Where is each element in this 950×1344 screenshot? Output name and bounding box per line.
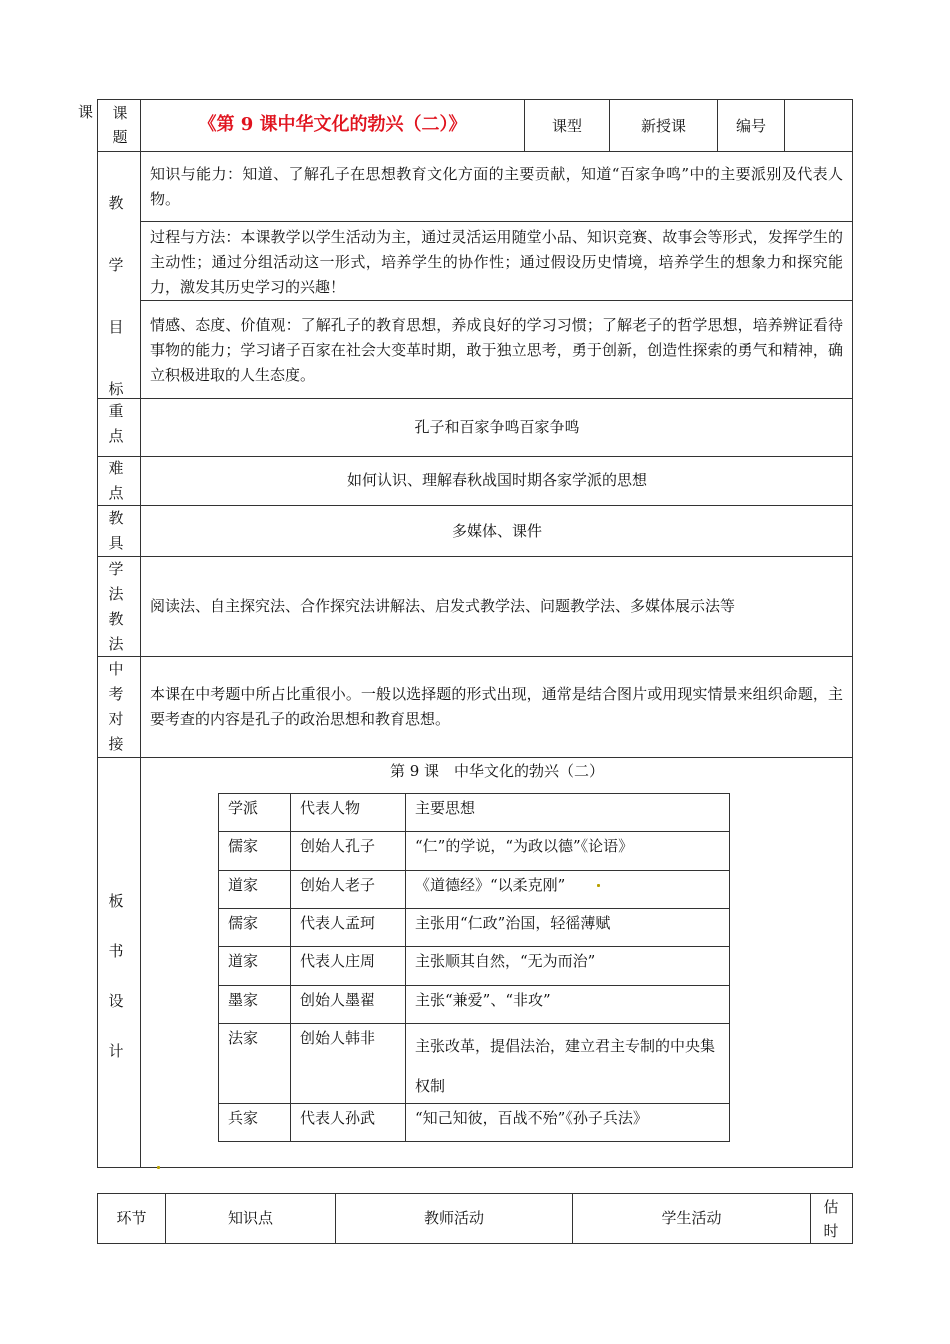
lesson-title-label: 课题	[112, 104, 128, 146]
board-header-person: 代表人物	[300, 799, 361, 817]
board-row-thought: 《道德经》“以柔克刚”	[415, 876, 566, 894]
board-row-school: 儒家	[228, 914, 259, 932]
board-row-person: 代表人孙武	[300, 1109, 376, 1127]
key-points-label: 重点	[108, 402, 124, 445]
decorative-speck	[157, 1166, 160, 1169]
board-row-person: 创始人老子	[300, 876, 376, 894]
board-row-thought: “知己知彼，百战不殆”《孙子兵法》	[415, 1109, 648, 1127]
board-row-school: 道家	[228, 876, 259, 894]
exam-label: 中考对接	[108, 660, 124, 753]
board-row-person: 创始人墨翟	[300, 991, 376, 1009]
difficulties-label: 难点	[108, 459, 124, 502]
board-row-school: 兵家	[228, 1109, 259, 1127]
board-row-person: 代表人庄周	[300, 952, 376, 970]
board-header-thought: 主要思想	[415, 799, 476, 817]
lesson-title: 《第 9 课中华文化的勃兴（二）》	[198, 114, 467, 135]
tools-label: 教具	[108, 509, 124, 552]
activity-header-student: 学生活动	[661, 1209, 722, 1227]
lesson-type-label: 课型	[551, 117, 582, 135]
board-row-person: 创始人孔子	[300, 837, 376, 855]
lesson-number-label: 编号	[735, 117, 766, 135]
board-row-thought: 主张顺其自然，“无为而治”	[415, 952, 596, 970]
goal-process: 过程与方法：本课教学以学生活动为主，通过灵活运用随堂小品、知识竞赛、故事会等形式，发挥学生的主动性；通过分组活动这一形式，培养学生的协作性；通过假设历史情境，培养学生的想象力和探究能力，激发其历史学习的兴趣！	[150, 228, 843, 296]
board-row-school: 法家	[228, 1029, 259, 1047]
board-row-school: 道家	[228, 952, 259, 970]
activity-header-stage: 环节	[116, 1209, 147, 1227]
board-row-school: 墨家	[228, 991, 259, 1009]
board-row-person: 代表人孟珂	[300, 914, 376, 932]
difficulties-value: 如何认识、理解春秋战国时期各家学派的思想	[346, 471, 647, 489]
board-row-school: 儒家	[228, 837, 259, 855]
key-points-value: 孔子和百家争鸣百家争鸣	[414, 418, 580, 436]
goal-knowledge: 知识与能力：知道、了解孔子在思想教育文化方面的主要贡献，知道“百家争鸣”中的主要派别及代表人物。	[150, 165, 843, 208]
tools-value: 多媒体、课件	[451, 522, 542, 540]
board-row-thought: “仁”的学说，“为政以德”《论语》	[415, 837, 634, 855]
activity-header-time: 估时	[823, 1198, 839, 1240]
board-design-label: 板书设计	[108, 892, 124, 1060]
methods-value: 阅读法、自主探究法、合作探究法讲解法、启发式教学法、问题教学法、多媒体展示法等	[150, 597, 736, 615]
board-header-school: 学派	[228, 799, 259, 817]
activity-header-knowledge: 知识点	[227, 1209, 273, 1227]
board-row-thought: 主张改革，提倡法治，建立君主专制的中央集权制	[415, 1037, 716, 1095]
exam-value: 本课在中考题中所占比重很小。一般以选择题的形式出现，通常是结合图片或用现实情景来组织命题，主要考查的内容是孔子的政治思想和教育思想。	[150, 685, 843, 728]
board-row-thought: 主张用“仁政”治国，轻徭薄赋	[415, 914, 611, 932]
board-row-thought: 主张“兼爱”、“非攻”	[415, 991, 551, 1009]
teaching-goals-label: 教学目标	[108, 194, 124, 398]
board-row-person: 创始人韩非	[300, 1029, 376, 1047]
board-title: 第 9 课 中华文化的勃兴（二）	[389, 762, 605, 780]
lesson-type-value: 新授课	[640, 117, 686, 135]
goal-emotion: 情感、态度、价值观：了解孔子的教育思想，养成良好的学习习惯；了解老子的哲学思想，培养辨证看待事物的能力；学习诸子百家在社会大变革时期，敢于独立思考，勇于创新，创造性探索的勇气和精神，确立积极进取的人生态度。	[150, 316, 843, 384]
activity-header-teacher: 教师活动	[423, 1209, 484, 1227]
decorative-speck	[597, 884, 600, 887]
side-label: 课	[78, 103, 94, 121]
methods-label: 学法教法	[108, 560, 124, 653]
